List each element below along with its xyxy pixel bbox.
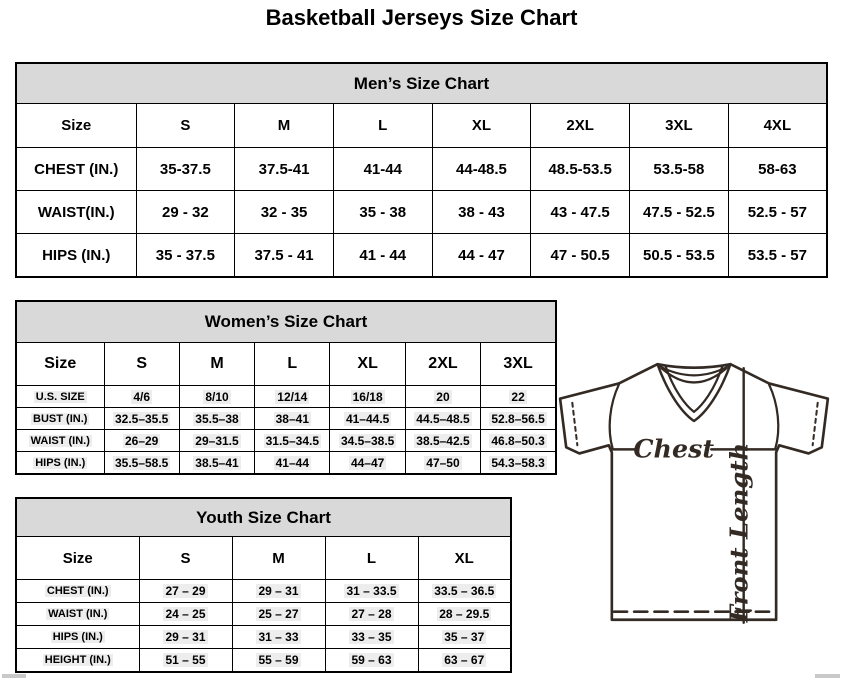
size-cell: 28 – 29.5 <box>418 603 511 626</box>
table-row <box>16 626 511 649</box>
size-cell: 22 <box>481 386 556 408</box>
size-cell: 41–44.5 <box>330 408 405 430</box>
row-label: HIPS (IN.) <box>16 234 136 278</box>
size-cell: 29 – 31 <box>232 580 325 603</box>
size-cell: 31.5–34.5 <box>255 430 330 452</box>
size-cell: 33 – 35 <box>325 626 418 649</box>
row-label: WAIST (IN.) <box>16 603 139 626</box>
table-row <box>16 430 556 452</box>
youth-col-header-size: Size <box>16 537 139 580</box>
size-cell: 27 – 29 <box>139 580 232 603</box>
size-cell: 35.5–58.5 <box>104 452 179 475</box>
chest-label: Chest <box>633 433 715 464</box>
table-row <box>16 452 556 475</box>
womens-col-header-3xl: 3XL <box>481 343 556 386</box>
womens-col-header-l: L <box>255 343 330 386</box>
row-label: BUST (IN.) <box>16 408 104 430</box>
size-cell: 59 – 63 <box>325 649 418 673</box>
size-cell: 35 - 38 <box>333 191 432 234</box>
size-cell: 35 - 37.5 <box>136 234 235 278</box>
size-cell: 29–31.5 <box>179 430 254 452</box>
horizontal-scrollbar-fragment-right[interactable] <box>815 674 840 678</box>
youth-col-header-xl: XL <box>418 537 511 580</box>
mens-size-chart-table <box>15 62 828 278</box>
size-cell: 48.5-53.5 <box>531 148 630 191</box>
size-cell: 43 - 47.5 <box>531 191 630 234</box>
left-armhole-seam <box>610 384 619 449</box>
size-cell: 20 <box>405 386 480 408</box>
size-cell: 29 - 32 <box>136 191 235 234</box>
size-cell: 38 - 43 <box>432 191 531 234</box>
mens-table-title: Men’s Size Chart <box>16 63 827 104</box>
size-cell: 44.5–48.5 <box>405 408 480 430</box>
row-label: WAIST (IN.) <box>16 430 104 452</box>
youth-col-header-m: M <box>232 537 325 580</box>
womens-size-chart-table <box>15 300 557 475</box>
row-label: HEIGHT (IN.) <box>16 649 139 673</box>
size-cell: 24 – 25 <box>139 603 232 626</box>
row-label: CHEST (IN.) <box>16 580 139 603</box>
size-cell: 12/14 <box>255 386 330 408</box>
table-row <box>16 386 556 408</box>
size-cell: 8/10 <box>179 386 254 408</box>
table-row <box>16 191 827 234</box>
size-cell: 52.8–56.5 <box>481 408 556 430</box>
size-cell: 46.8–50.3 <box>481 430 556 452</box>
youth-size-chart-table <box>15 497 512 673</box>
size-cell: 31 – 33 <box>232 626 325 649</box>
size-cell: 31 – 33.5 <box>325 580 418 603</box>
size-cell: 38–41 <box>255 408 330 430</box>
row-label: HIPS (IN.) <box>16 626 139 649</box>
size-cell: 44–47 <box>330 452 405 475</box>
size-cell: 47.5 - 52.5 <box>630 191 729 234</box>
size-cell: 41–44 <box>255 452 330 475</box>
size-cell: 38.5–41 <box>179 452 254 475</box>
womens-col-header-s: S <box>104 343 179 386</box>
size-cell: 27 – 28 <box>325 603 418 626</box>
size-cell: 34.5–38.5 <box>330 430 405 452</box>
size-cell: 37.5-41 <box>235 148 334 191</box>
youth-table-title: Youth Size Chart <box>16 498 511 537</box>
table-row <box>16 580 511 603</box>
table-row <box>16 649 511 673</box>
front-length-label: Front Length <box>724 442 754 623</box>
size-cell: 41 - 44 <box>333 234 432 278</box>
size-cell: 44-48.5 <box>432 148 531 191</box>
mens-col-header-4xl: 4XL <box>728 104 827 148</box>
right-cuff-dashed-seam <box>813 403 818 446</box>
size-cell: 16/18 <box>330 386 405 408</box>
size-cell: 41-44 <box>333 148 432 191</box>
size-cell: 32.5–35.5 <box>104 408 179 430</box>
jersey-measurement-diagram <box>552 358 838 632</box>
size-cell: 51 – 55 <box>139 649 232 673</box>
womens-col-header-size: Size <box>16 343 104 386</box>
size-cell: 33.5 – 36.5 <box>418 580 511 603</box>
table-row <box>16 234 827 278</box>
row-label: HIPS (IN.) <box>16 452 104 475</box>
size-cell: 32 - 35 <box>235 191 334 234</box>
size-cell: 53.5 - 57 <box>728 234 827 278</box>
size-cell: 4/6 <box>104 386 179 408</box>
womens-col-header-2xl: 2XL <box>405 343 480 386</box>
right-armhole-seam <box>769 384 778 449</box>
youth-col-header-s: S <box>139 537 232 580</box>
size-cell: 38.5–42.5 <box>405 430 480 452</box>
size-cell: 25 – 27 <box>232 603 325 626</box>
size-cell: 47 - 50.5 <box>531 234 630 278</box>
mens-col-header-s: S <box>136 104 235 148</box>
size-cell: 35.5–38 <box>179 408 254 430</box>
size-cell: 26–29 <box>104 430 179 452</box>
mens-col-header-3xl: 3XL <box>630 104 729 148</box>
size-cell: 29 – 31 <box>139 626 232 649</box>
row-label: WAIST(IN.) <box>16 191 136 234</box>
size-cell: 35 – 37 <box>418 626 511 649</box>
womens-col-header-xl: XL <box>330 343 405 386</box>
mens-col-header-m: M <box>235 104 334 148</box>
table-row <box>16 603 511 626</box>
size-cell: 35-37.5 <box>136 148 235 191</box>
size-cell: 58-63 <box>728 148 827 191</box>
table-row <box>16 148 827 191</box>
jersey-outline <box>560 364 828 620</box>
size-cell: 50.5 - 53.5 <box>630 234 729 278</box>
row-label: CHEST (IN.) <box>16 148 136 191</box>
size-cell: 63 – 67 <box>418 649 511 673</box>
table-row <box>16 408 556 430</box>
womens-table-title: Women’s Size Chart <box>16 301 556 343</box>
left-cuff-dashed-seam <box>572 403 577 446</box>
size-cell: 55 – 59 <box>232 649 325 673</box>
mens-col-header-xl: XL <box>432 104 531 148</box>
size-cell: 52.5 - 57 <box>728 191 827 234</box>
youth-col-header-l: L <box>325 537 418 580</box>
size-cell: 44 - 47 <box>432 234 531 278</box>
womens-col-header-m: M <box>179 343 254 386</box>
mens-col-header-l: L <box>333 104 432 148</box>
mens-col-header-2xl: 2XL <box>531 104 630 148</box>
size-cell: 54.3–58.3 <box>481 452 556 475</box>
mens-col-header-size: Size <box>16 104 136 148</box>
horizontal-scrollbar-fragment-left[interactable] <box>2 674 26 678</box>
size-cell: 53.5-58 <box>630 148 729 191</box>
row-label: U.S. SIZE <box>16 386 104 408</box>
size-cell: 37.5 - 41 <box>235 234 334 278</box>
size-cell: 47–50 <box>405 452 480 475</box>
page-title: Basketball Jerseys Size Chart <box>265 5 578 30</box>
